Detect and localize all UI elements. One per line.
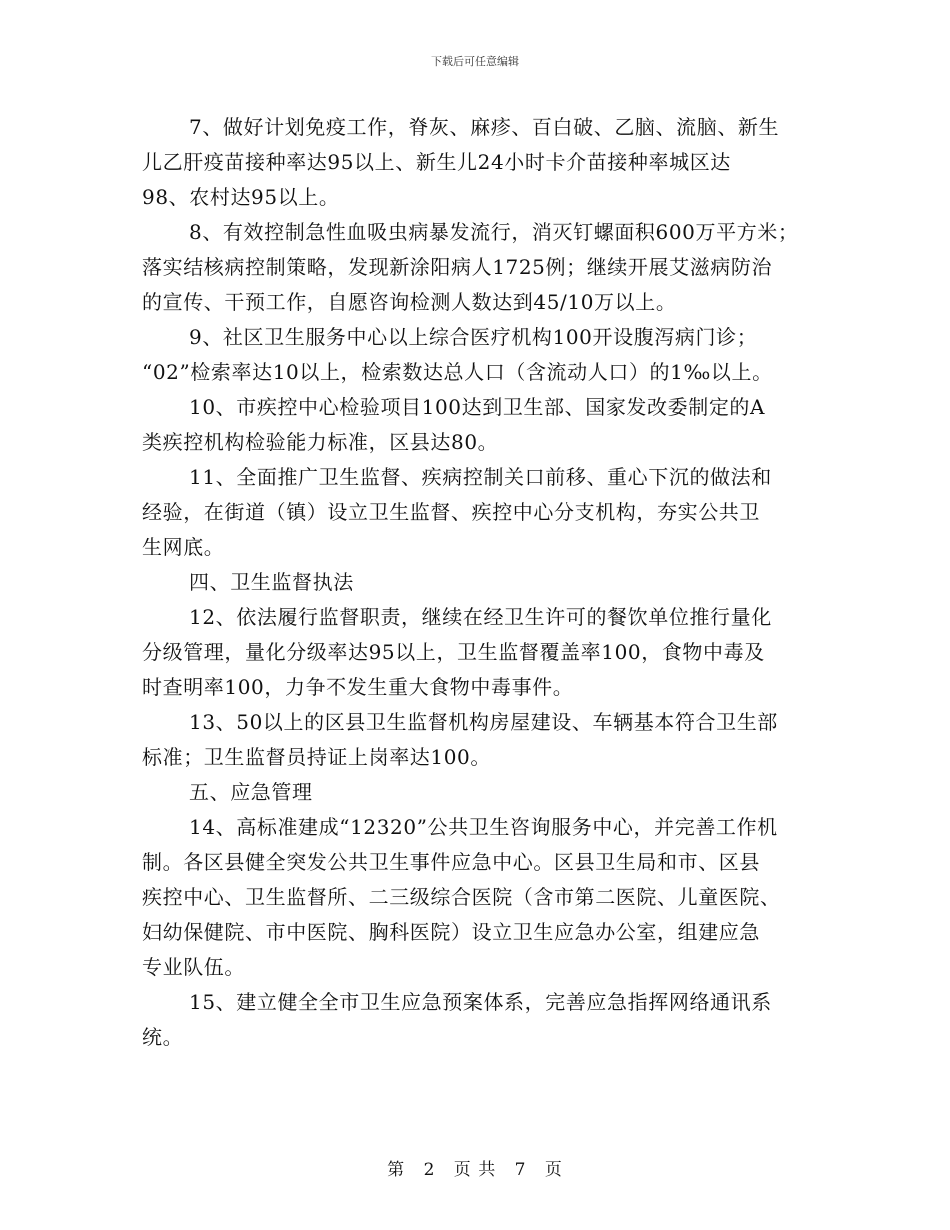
paragraph-13-line-2: 标准；卫生监督员持证上岗率达100。	[142, 745, 491, 769]
paragraph-14-line-1: 14、高标准建成“12320”公共卫生咨询服务中心，并完善工作机	[189, 815, 778, 839]
footer-prefix: 第	[387, 1160, 406, 1180]
paragraph-12-line-2: 分级管理，量化分级率达95以上，卫生监督覆盖率100，食物中毒及	[142, 640, 765, 664]
paragraph-7-line-2: 儿乙肝疫苗接种率达95以上、新生儿24小时卡介苗接种率城区达	[142, 150, 731, 174]
paragraph-8-line-2: 落实结核病控制策略，发现新涂阳病人1725例；继续开展艾滋病防治	[142, 255, 773, 279]
paragraph-12-line-1: 12、依法履行监督职责，继续在经卫生许可的餐饮单位推行量化	[189, 605, 772, 629]
paragraph-9-line-1: 9、社区卫生服务中心以上综合医疗机构100开设腹泻病门诊；	[189, 325, 758, 349]
paragraph-7-line-3: 98、农村达95以上。	[142, 185, 340, 209]
footer-total-pages: 7	[514, 1160, 527, 1180]
footer-mid: 页 共	[453, 1160, 497, 1180]
paragraph-14-line-3: 疾控中心、卫生监督所、二三级综合医院（含市第二医院、儿童医院、	[142, 885, 781, 909]
paragraph-15-line-1: 15、建立健全全市卫生应急预案体系，完善应急指挥网络通讯系	[189, 990, 772, 1014]
paragraph-10-line-1: 10、市疾控中心检验项目100达到卫生部、国家发改委制定的A	[189, 395, 766, 419]
paragraph-11-line-3: 生网底。	[142, 535, 225, 559]
paragraph-7-line-1: 7、做好计划免疫工作，脊灰、麻疹、百白破、乙脑、流脑、新生	[189, 115, 780, 139]
page-footer	[0, 1155, 950, 1180]
document-body	[142, 110, 812, 1055]
section-heading-4: 四、卫生监督执法	[189, 570, 354, 594]
paragraph-8-line-3: 的宣传、干预工作，自愿咨询检测人数达到45/10万以上。	[142, 290, 677, 314]
paragraph-14-line-2: 制。各区县健全突发公共卫生事件应急中心。区县卫生局和市、区县	[142, 850, 760, 874]
page-header: 下载后可任意编辑	[431, 55, 519, 68]
section-heading-5: 五、应急管理	[189, 780, 313, 804]
paragraph-13-line-1: 13、50以上的区县卫生监督机构房屋建设、车辆基本符合卫生部	[189, 710, 778, 734]
paragraph-11-line-1: 11、全面推广卫生监督、疾病控制关口前移、重心下沉的做法和	[189, 465, 772, 489]
footer-suffix: 页	[544, 1160, 563, 1180]
paragraph-12-line-3: 时查明率100，力争不发生重大食物中毒事件。	[142, 675, 574, 699]
paragraph-9-line-2: “02”检索率达10以上，检索数达总人口（含流动人口）的1‰以上。	[142, 360, 773, 384]
paragraph-8-line-1: 8、有效控制急性血吸虫病暴发流行，消灭钉螺面积600万平方米；	[189, 220, 799, 244]
paragraph-10-line-2: 类疾控机构检验能力标准，区县达80。	[142, 430, 499, 454]
paragraph-14-line-4: 妇幼保健院、市中医院、胸科医院）设立卫生应急办公室，组建应急	[142, 920, 760, 944]
paragraph-15-line-2: 统。	[142, 1025, 184, 1049]
footer-page-number: 2	[423, 1160, 436, 1180]
paragraph-11-line-2: 经验，在街道（镇）设立卫生监督、疾控中心分支机构，夯实公共卫	[142, 500, 760, 524]
paragraph-14-line-5: 专业队伍。	[142, 955, 245, 979]
